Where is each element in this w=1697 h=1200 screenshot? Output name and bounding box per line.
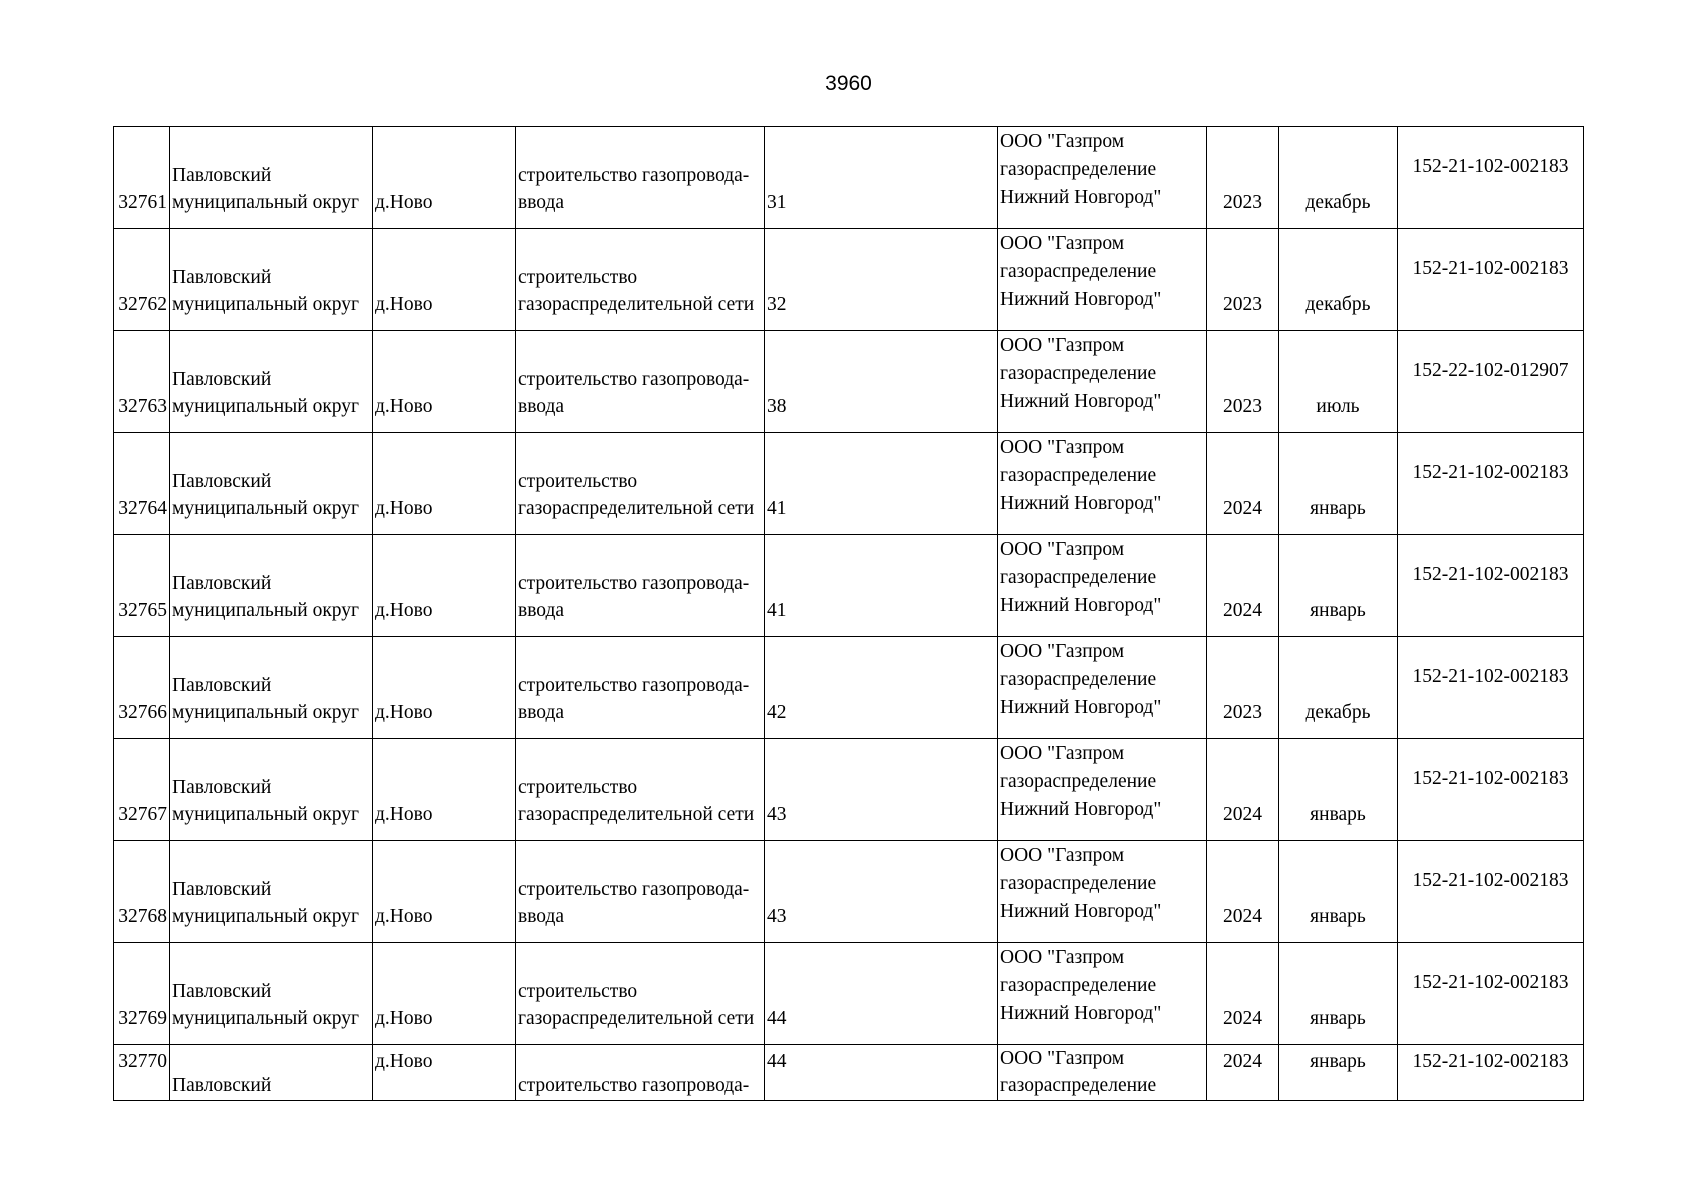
table-row bbox=[114, 127, 1584, 229]
cell-line: муниципальный округ bbox=[172, 294, 360, 315]
cell-line: строительство газопровода- bbox=[518, 675, 750, 696]
row-number-cell: 32762 bbox=[114, 229, 170, 331]
cell-line: строительство газопровода- bbox=[518, 879, 750, 900]
house-number-cell: 41 bbox=[765, 535, 998, 637]
cell-line: газораспределительной сети bbox=[518, 1008, 755, 1029]
cell-line: ООО "Газпром bbox=[1000, 947, 1125, 968]
table-row bbox=[114, 535, 1584, 637]
cell-line: газораспределительной сети bbox=[518, 804, 755, 825]
house-number-cell: 43 bbox=[765, 739, 998, 841]
cell-line: газораспределение bbox=[1000, 465, 1157, 486]
cell-line: Павловский bbox=[172, 369, 272, 390]
house-number-cell: 41 bbox=[765, 433, 998, 535]
locality-cell: д.Ново bbox=[373, 637, 516, 739]
organization-cell bbox=[998, 943, 1207, 1045]
cell-line: ООО "Газпром bbox=[1000, 641, 1125, 662]
month-cell: январь bbox=[1279, 841, 1398, 943]
cell-line: Павловский bbox=[172, 267, 272, 288]
house-number-cell: 42 bbox=[765, 637, 998, 739]
cell-line: ООО "Газпром bbox=[1000, 233, 1125, 254]
cell-line: ввода bbox=[518, 192, 565, 213]
month-cell: декабрь bbox=[1279, 637, 1398, 739]
district-cell bbox=[170, 943, 373, 1045]
organization-cell bbox=[998, 229, 1207, 331]
year-cell: 2024 bbox=[1207, 943, 1279, 1045]
table-row bbox=[114, 229, 1584, 331]
house-number-cell: 32 bbox=[765, 229, 998, 331]
locality-cell: д.Ново bbox=[373, 535, 516, 637]
cell-line: Нижний Новгород" bbox=[1000, 697, 1162, 718]
cell-line: Павловский bbox=[172, 471, 272, 492]
organization-cell bbox=[998, 433, 1207, 535]
registry-code-cell: 152-21-102-002183 bbox=[1398, 943, 1584, 1045]
cell-line: муниципальный округ bbox=[172, 498, 360, 519]
table-row bbox=[114, 331, 1584, 433]
cell-line: муниципальный округ bbox=[172, 192, 360, 213]
locality-cell: д.Ново bbox=[373, 229, 516, 331]
cell-line: газораспределение bbox=[1000, 873, 1157, 894]
work-type-cell bbox=[516, 127, 765, 229]
cell-line: ООО "Газпром bbox=[1000, 539, 1125, 560]
year-cell: 2024 bbox=[1207, 739, 1279, 841]
cell-line: ООО "Газпром bbox=[1000, 845, 1125, 866]
table-row bbox=[114, 637, 1584, 739]
district-cell bbox=[170, 1045, 373, 1101]
locality-cell: д.Ново bbox=[373, 739, 516, 841]
cell-line: газораспределение bbox=[1000, 771, 1157, 792]
work-type-cell bbox=[516, 535, 765, 637]
year-cell: 2024 bbox=[1207, 1045, 1279, 1101]
cell-line: Нижний Новгород" bbox=[1000, 187, 1162, 208]
cell-line: строительство газопровода- bbox=[518, 573, 750, 594]
registry-code-cell: 152-21-102-002183 bbox=[1398, 1045, 1584, 1101]
registry-code-cell: 152-21-102-002183 bbox=[1398, 841, 1584, 943]
cell-line: Нижний Новгород" bbox=[1000, 799, 1162, 820]
cell-line: строительство bbox=[518, 267, 638, 288]
organization-cell bbox=[998, 331, 1207, 433]
month-cell: январь bbox=[1279, 943, 1398, 1045]
cell-line: ввода bbox=[518, 396, 565, 417]
cell-line: Нижний Новгород" bbox=[1000, 391, 1162, 412]
organization-cell bbox=[998, 535, 1207, 637]
work-type-cell bbox=[516, 1045, 765, 1101]
district-cell bbox=[170, 229, 373, 331]
work-type-cell bbox=[516, 331, 765, 433]
work-type-cell bbox=[516, 229, 765, 331]
locality-cell: д.Ново bbox=[373, 331, 516, 433]
cell-line: газораспределение bbox=[1000, 159, 1157, 180]
house-number-cell: 44 bbox=[765, 1045, 998, 1101]
cell-line: муниципальный округ bbox=[172, 396, 360, 417]
cell-line: строительство bbox=[518, 777, 638, 798]
month-cell: январь bbox=[1279, 535, 1398, 637]
cell-line: муниципальный округ bbox=[172, 906, 360, 927]
gasification-table bbox=[113, 126, 1584, 1101]
organization-cell bbox=[998, 637, 1207, 739]
registry-code-cell: 152-21-102-002183 bbox=[1398, 739, 1584, 841]
row-number-cell: 32767 bbox=[114, 739, 170, 841]
row-number-cell: 32768 bbox=[114, 841, 170, 943]
house-number-cell: 31 bbox=[765, 127, 998, 229]
table-row bbox=[114, 841, 1584, 943]
row-number-cell: 32763 bbox=[114, 331, 170, 433]
year-cell: 2023 bbox=[1207, 637, 1279, 739]
cell-line: ООО "Газпром bbox=[1000, 131, 1125, 152]
cell-line: муниципальный округ bbox=[172, 1008, 360, 1029]
table-row bbox=[114, 739, 1584, 841]
month-cell: декабрь bbox=[1279, 127, 1398, 229]
cell-line: газораспределение bbox=[1000, 261, 1157, 282]
row-number-cell: 32764 bbox=[114, 433, 170, 535]
cell-line: Павловский bbox=[172, 165, 272, 186]
month-cell: декабрь bbox=[1279, 229, 1398, 331]
district-cell bbox=[170, 331, 373, 433]
year-cell: 2023 bbox=[1207, 127, 1279, 229]
cell-line: ООО "Газпром bbox=[1000, 743, 1125, 764]
cell-line: Нижний Новгород" bbox=[1000, 493, 1162, 514]
row-number-cell: 32765 bbox=[114, 535, 170, 637]
cell-line: строительство газопровода- bbox=[518, 1075, 750, 1096]
cell-line: Нижний Новгород" bbox=[1000, 289, 1162, 310]
organization-cell bbox=[998, 841, 1207, 943]
cell-line: ООО "Газпром bbox=[1000, 437, 1125, 458]
page-number: 3960 bbox=[825, 72, 872, 95]
cell-line: Павловский bbox=[172, 675, 272, 696]
month-cell: январь bbox=[1279, 433, 1398, 535]
cell-line: ввода bbox=[518, 906, 565, 927]
cell-line: муниципальный округ bbox=[172, 600, 360, 621]
registry-code-cell: 152-21-102-002183 bbox=[1398, 229, 1584, 331]
cell-line: строительство газопровода- bbox=[518, 369, 750, 390]
row-number-cell: 32770 bbox=[114, 1045, 170, 1101]
cell-line: ввода bbox=[518, 702, 565, 723]
district-cell bbox=[170, 739, 373, 841]
locality-cell: д.Ново bbox=[373, 943, 516, 1045]
cell-line: строительство bbox=[518, 471, 638, 492]
cell-line: газораспределение bbox=[1000, 1075, 1157, 1096]
table-body bbox=[114, 127, 1584, 1101]
cell-line: газораспределительной сети bbox=[518, 294, 755, 315]
cell-line: Павловский bbox=[172, 573, 272, 594]
registry-code-cell: 152-21-102-002183 bbox=[1398, 637, 1584, 739]
cell-line: муниципальный округ bbox=[172, 804, 360, 825]
work-type-cell bbox=[516, 841, 765, 943]
year-cell: 2023 bbox=[1207, 229, 1279, 331]
work-type-cell bbox=[516, 943, 765, 1045]
registry-code-cell: 152-21-102-002183 bbox=[1398, 127, 1584, 229]
registry-code-cell: 152-22-102-012907 bbox=[1398, 331, 1584, 433]
house-number-cell: 38 bbox=[765, 331, 998, 433]
cell-line: Нижний Новгород" bbox=[1000, 595, 1162, 616]
district-cell bbox=[170, 535, 373, 637]
row-number-cell: 32766 bbox=[114, 637, 170, 739]
row-number-cell: 32761 bbox=[114, 127, 170, 229]
cell-line: Нижний Новгород" bbox=[1000, 1003, 1162, 1024]
cell-line: Павловский bbox=[172, 981, 272, 1002]
locality-cell: д.Ново bbox=[373, 841, 516, 943]
locality-cell: д.Ново bbox=[373, 433, 516, 535]
cell-line: Павловский bbox=[172, 777, 272, 798]
year-cell: 2024 bbox=[1207, 841, 1279, 943]
cell-line: газораспределение bbox=[1000, 669, 1157, 690]
cell-line: Нижний Новгород" bbox=[1000, 901, 1162, 922]
year-cell: 2024 bbox=[1207, 535, 1279, 637]
cell-line: строительство bbox=[518, 981, 638, 1002]
organization-cell bbox=[998, 739, 1207, 841]
house-number-cell: 43 bbox=[765, 841, 998, 943]
registry-code-cell: 152-21-102-002183 bbox=[1398, 535, 1584, 637]
work-type-cell bbox=[516, 433, 765, 535]
registry-code-cell: 152-21-102-002183 bbox=[1398, 433, 1584, 535]
work-type-cell bbox=[516, 637, 765, 739]
table-row bbox=[114, 433, 1584, 535]
cell-line: газораспределение bbox=[1000, 363, 1157, 384]
locality-cell: д.Ново bbox=[373, 1045, 516, 1101]
table-row bbox=[114, 1045, 1584, 1101]
cell-line: Павловский bbox=[172, 879, 272, 900]
cell-line: ввода bbox=[518, 600, 565, 621]
district-cell bbox=[170, 433, 373, 535]
month-cell: январь bbox=[1279, 1045, 1398, 1101]
year-cell: 2024 bbox=[1207, 433, 1279, 535]
district-cell bbox=[170, 841, 373, 943]
cell-line: газораспределительной сети bbox=[518, 498, 755, 519]
table-row bbox=[114, 943, 1584, 1045]
month-cell: июль bbox=[1279, 331, 1398, 433]
work-type-cell bbox=[516, 739, 765, 841]
row-number-cell: 32769 bbox=[114, 943, 170, 1045]
year-cell: 2023 bbox=[1207, 331, 1279, 433]
cell-line: газораспределение bbox=[1000, 567, 1157, 588]
organization-cell bbox=[998, 1045, 1207, 1101]
month-cell: январь bbox=[1279, 739, 1398, 841]
cell-line: Павловский bbox=[172, 1075, 272, 1096]
organization-cell bbox=[998, 127, 1207, 229]
cell-line: ООО "Газпром bbox=[1000, 1048, 1125, 1069]
locality-cell: д.Ново bbox=[373, 127, 516, 229]
cell-line: ООО "Газпром bbox=[1000, 335, 1125, 356]
cell-line: строительство газопровода- bbox=[518, 165, 750, 186]
cell-line: муниципальный округ bbox=[172, 702, 360, 723]
house-number-cell: 44 bbox=[765, 943, 998, 1045]
district-cell bbox=[170, 127, 373, 229]
cell-line: газораспределение bbox=[1000, 975, 1157, 996]
district-cell bbox=[170, 637, 373, 739]
